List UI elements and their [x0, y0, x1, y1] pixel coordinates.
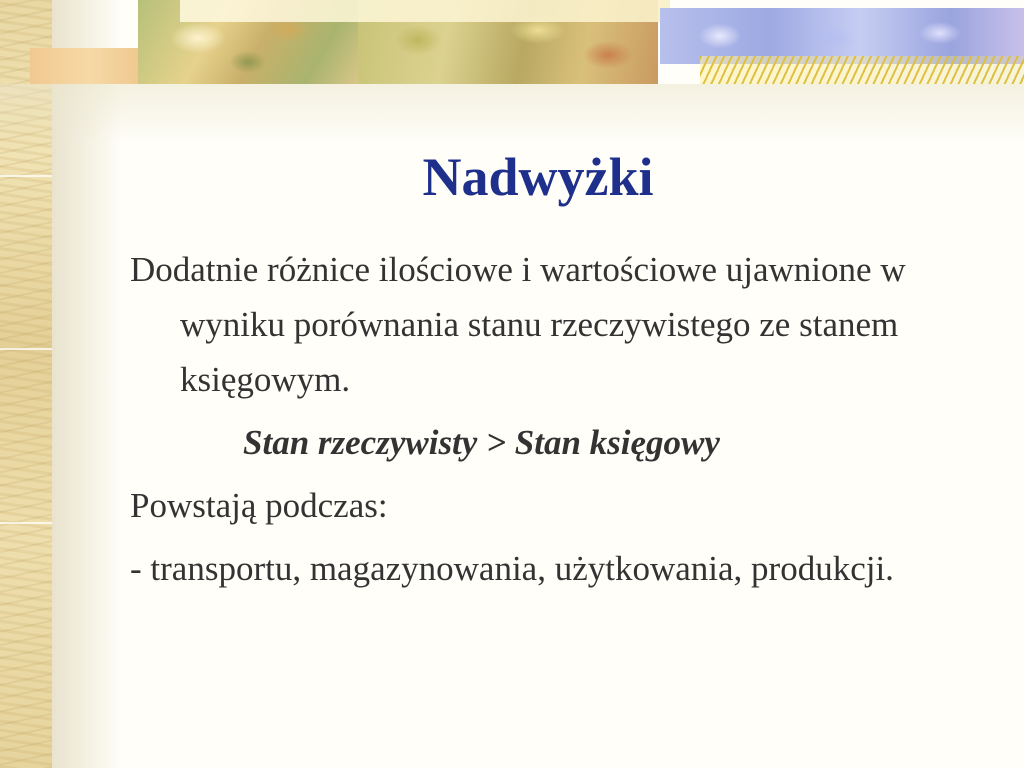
strip-seam	[0, 522, 52, 524]
banner-cream-band	[180, 0, 670, 22]
banner-grass-image	[700, 56, 1024, 84]
origin-list-paragraph: - transportu, magazynowania, użytkowania, produkcji.	[130, 549, 894, 588]
banner-parchment-tile	[30, 48, 150, 84]
strip-seam	[0, 175, 52, 177]
definition-paragraph: Dodatnie różnice ilościowe i wartościowe ujawnione w wyniku porównania stanu rzeczywistego ze stanem księgowym.	[130, 250, 906, 399]
strip-seam	[0, 348, 52, 350]
origin-intro-paragraph: Powstają podczas:	[130, 486, 388, 525]
formula-line: Stan rzeczywisty > Stan księgowy	[243, 423, 720, 462]
slide-body	[130, 242, 990, 604]
top-decorative-banner	[0, 0, 1024, 92]
slide-title: Nadwyżki	[422, 147, 654, 207]
banner-fade	[0, 84, 1024, 144]
